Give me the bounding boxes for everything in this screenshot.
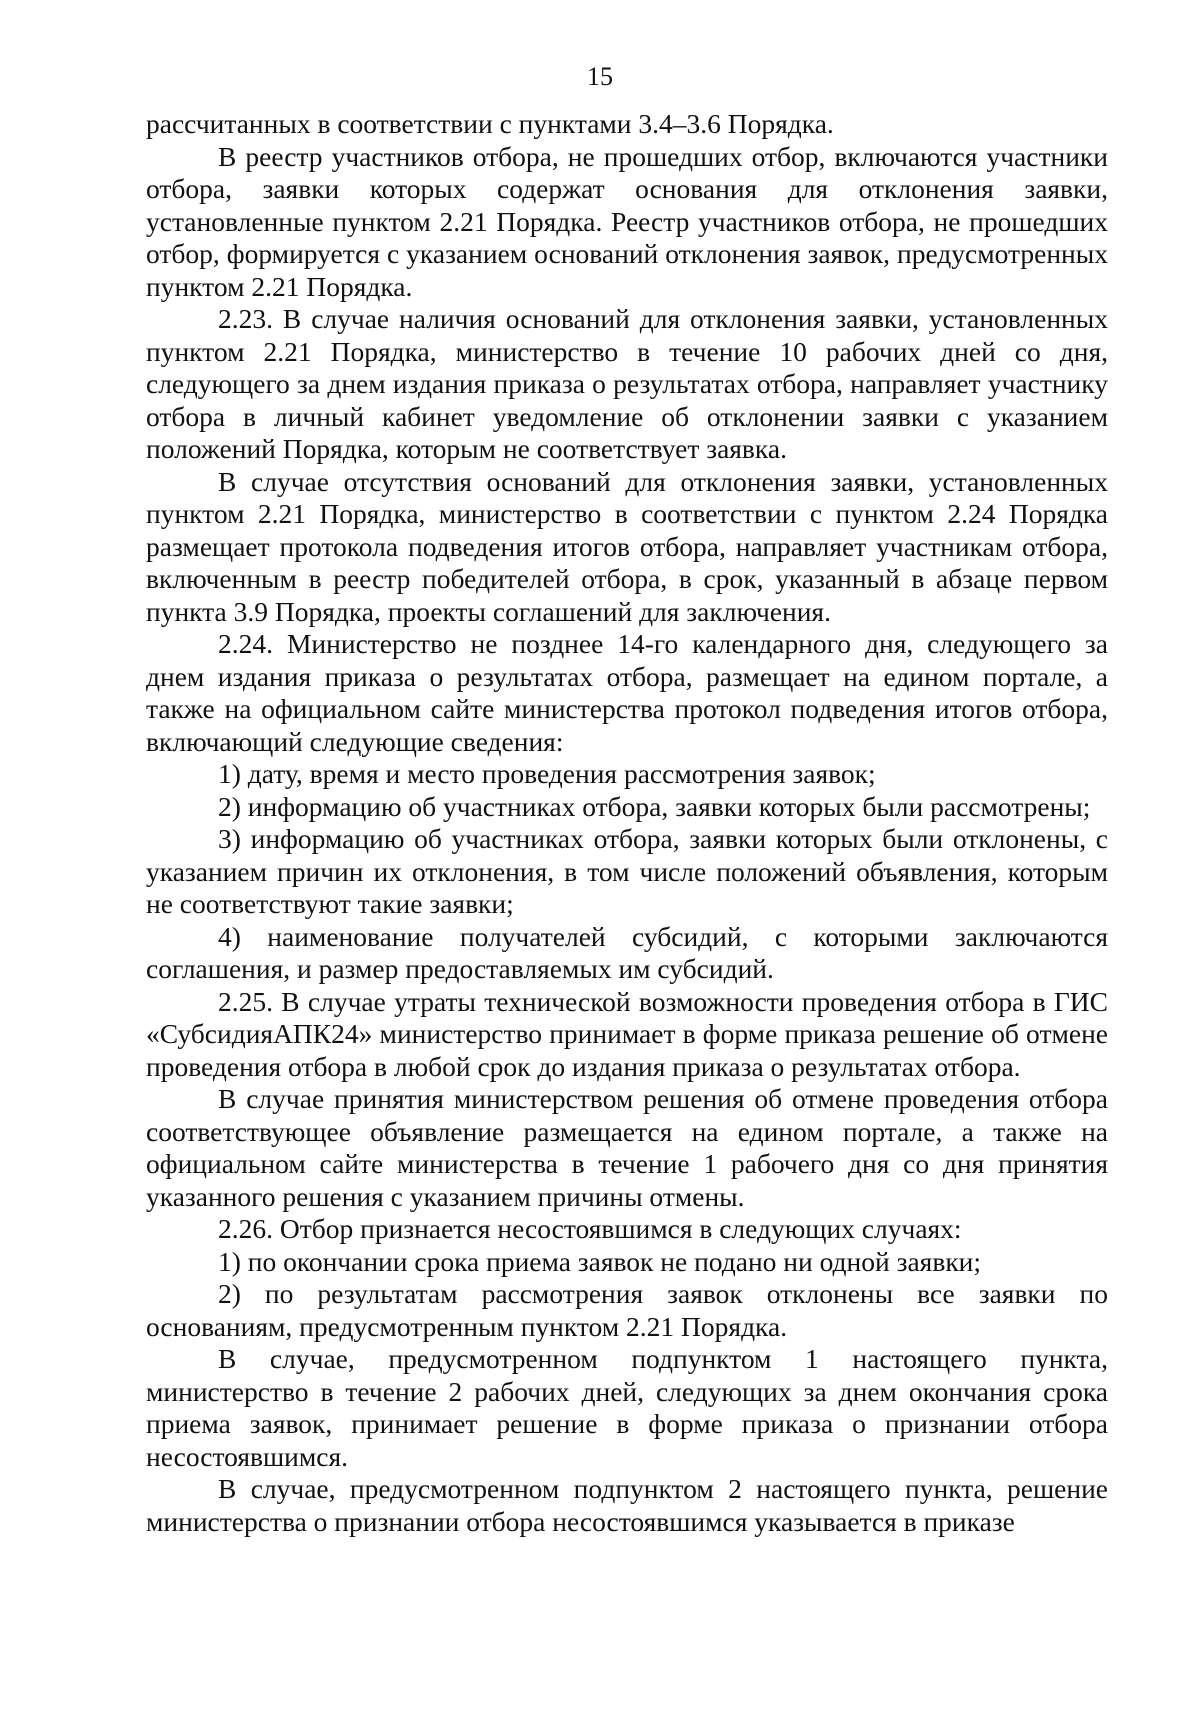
paragraph: 2.26. Отбор признается несостоявшимся в следующих случаях: <box>218 1213 962 1244</box>
paragraph: 2.24. Министерство не позднее 14-го календарного дня, следующего за днем издания приказа о результатах отбора, размещает на едином портале, а также на официальном сайте министерства протокол подведения итогов отбора, включающий следующие сведения: <box>146 628 1108 757</box>
page-number: 15 <box>587 62 613 91</box>
list-item: 3) информацию об участниках отбора, заявки которых были отклонены, с указанием причин их отклонения, в том числе положений объявления, которым не соответствуют такие заявки; <box>146 823 1108 919</box>
list-item: 1) дату, время и место проведения рассмотрения заявок; <box>218 758 876 789</box>
list-item: 4) наименование получателей субсидий, с которыми заключаются соглашения, и размер предоставляемых им субсидий. <box>146 920 1108 984</box>
document-body <box>146 108 1108 1538</box>
list-item: 1) по окончании срока приема заявок не подано ни одной заявки; <box>218 1245 982 1277</box>
paragraph: В случае, предусмотренном подпунктом 2 настоящего пункта, решение министерства о признании отбора несостоявшимся указывается в приказе <box>146 1473 1108 1537</box>
paragraph: 2.23. В случае наличия оснований для отклонения заявки, установленных пунктом 2.21 Порядка, министерство в течение 10 рабочих дней со дня, следующего за днем издания приказа о результатах отбора, направляет участнику отбора в личный кабинет уведомление об отклонении заявки с указанием положений Порядка, которым не соответствует заявка. <box>146 303 1108 464</box>
paragraph: рассчитанных в соответствии с пунктами 3.4–3.6 Порядка. <box>146 108 834 139</box>
paragraph: В случае принятия министерством решения об отмене проведения отбора соответствующее объявление размещается на едином портале, а также на официальном сайте министерства в течение 1 рабочего дня со дня принятия указанного решения с указанием причины отмены. <box>146 1083 1108 1212</box>
paragraph: В случае отсутствия оснований для отклонения заявки, установленных пунктом 2.21 Порядка, министерство в соответствии с пунктом 2.24 Порядка размещает протокола подведения итогов отбора, направляет участникам отбора, включенным в реестр победителей отбора, в срок, указанный в абзаце первом пункта 3.9 Порядка, проекты соглашений для заключения. <box>146 465 1108 627</box>
paragraph: В реестр участников отбора, не прошедших отбор, включаются участники отбора, заявки которых содержат основания для отклонения заявки, установленные пунктом 2.21 Порядка. Реестр участников отбора, не прошедших отбор, формируется с указанием оснований отклонения заявок, предусмотренных пунктом 2.21 Порядка. <box>146 140 1108 302</box>
list-item: 2) по результатам рассмотрения заявок отклонены все заявки по основаниям, предусмотренным пунктом 2.21 Порядка. <box>146 1278 1108 1342</box>
paragraph: 2.25. В случае утраты технической возможности проведения отбора в ГИС «СубсидияАПК24» министерство принимает в форме приказа решение об отмене проведения отбора в любой срок до издания приказа о результатах отбора. <box>146 985 1108 1082</box>
list-item: 2) информацию об участниках отбора, заявки которых были рассмотрены; <box>218 790 1091 822</box>
paragraph: В случае, предусмотренном подпунктом 1 настоящего пункта, министерство в течение 2 рабочих дней, следующих за днем окончания срока приема заявок, принимает решение в форме приказа о признании отбора несостоявшимся. <box>146 1343 1108 1472</box>
